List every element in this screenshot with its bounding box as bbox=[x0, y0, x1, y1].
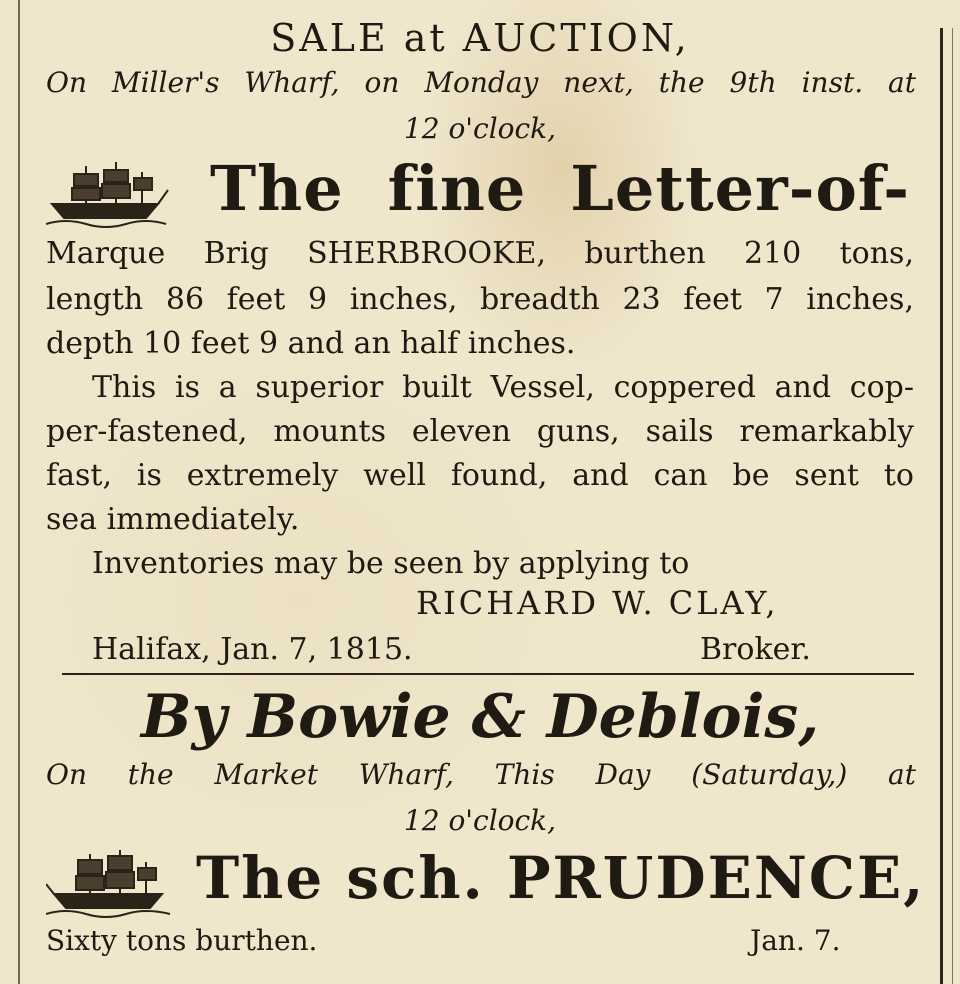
right-column-rule-thin bbox=[952, 28, 953, 984]
auctioneer-heading: By Bowie & Deblois, bbox=[140, 682, 820, 752]
sailing-ship-icon bbox=[46, 160, 170, 230]
vessel-title: The sch. PRUDENCE, bbox=[196, 844, 926, 912]
sailing-ship-icon bbox=[46, 848, 174, 920]
body-line: Marque Brig SHERBROOKE, burthen 210 tons, bbox=[46, 236, 914, 271]
body-line: Inventories may be seen by applying to bbox=[92, 546, 690, 581]
notice-divider bbox=[62, 673, 914, 675]
right-column-rule bbox=[940, 28, 943, 984]
broker-title: Broker. bbox=[700, 632, 811, 667]
tonnage-line: Sixty tons burthen. bbox=[46, 924, 318, 957]
broker-name: RICHARD W. CLAY, bbox=[416, 584, 779, 622]
body-line: per-fastened, mounts eleven guns, sails remarkably bbox=[46, 414, 914, 449]
body-line: This is a superior built Vessel, coppered and cop- bbox=[92, 370, 914, 405]
place-date: Halifax, Jan. 7, 1815. bbox=[92, 632, 413, 667]
notice-subheading-line2: 12 o'clock, bbox=[403, 804, 557, 837]
body-line: length 86 feet 9 inches, breadth 23 feet 7 inches, bbox=[46, 282, 914, 317]
body-line: depth 10 feet 9 and an half inches. bbox=[46, 326, 576, 361]
notice-subheading-line1: On Miller's Wharf, on Monday next, the 9th inst. at bbox=[46, 66, 916, 99]
notice-subheading-line1: On the Market Wharf, This Day (Saturday,) at bbox=[46, 758, 916, 791]
body-line: fast, is extremely well found, and can be sent to bbox=[46, 458, 914, 493]
notice-heading: SALE at AUCTION, bbox=[270, 16, 690, 60]
notice-date: Jan. 7. bbox=[750, 924, 841, 957]
body-line: sea immediately. bbox=[46, 502, 300, 537]
notice-subheading-line2: 12 o'clock, bbox=[403, 112, 557, 145]
vessel-title: The fine Letter-of- bbox=[210, 152, 910, 225]
